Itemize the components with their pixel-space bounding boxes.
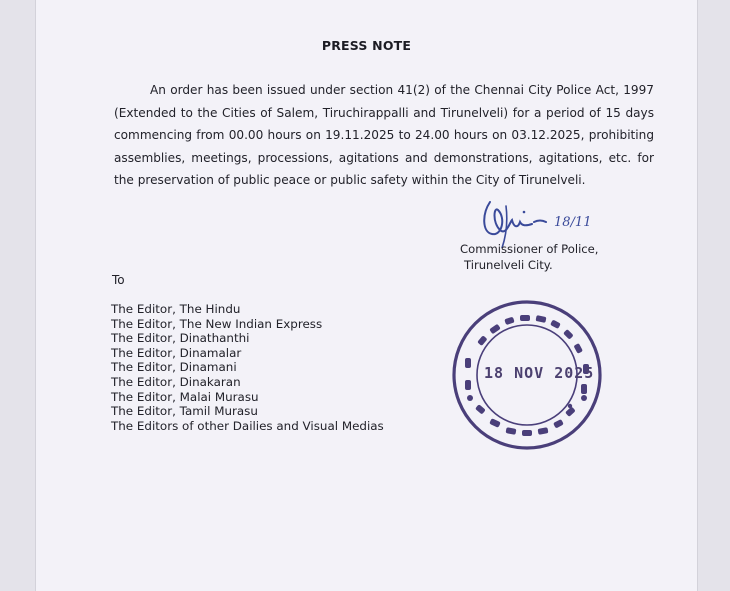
signatory-city: Tirunelveli City. <box>464 258 553 272</box>
list-item: The Editor, Dinathanthi <box>111 331 250 346</box>
list-item: The Editor, The Hindu <box>111 302 241 316</box>
list-item: The Editor, Malai Murasu <box>111 389 259 404</box>
signature-icon <box>476 192 596 248</box>
stamp-date: 18 NOV 2025 <box>484 364 595 382</box>
list-item: The Editor, Dinamalar <box>111 345 242 360</box>
recipient-list <box>111 302 384 433</box>
list-item: The Editor, Dinakaran <box>111 374 241 389</box>
list-item: The Editors of other Dailies and Visual Medias <box>111 418 384 433</box>
list-item: The Editor, The New Indian Express <box>111 316 323 331</box>
signatory-block <box>460 241 599 273</box>
list-item: The Editor, Tamil Murasu <box>111 404 258 419</box>
signature-date-note: 18/11 <box>554 215 592 230</box>
body-paragraph: An order has been issued under section 41(2) of the Chennai City Police Act, 1997 (Extended to the Cities of Salem, Tiruchirappalli and Tirunelveli) for a period of 15 days commencing from 00.00 hours on 19.11.2025 to 24.00 hours on 03.12.2025, prohibiting assemblies, meetings, processions, agitations and demonstrations, agitations, etc. for the preservation of public peace or public safety within the City of Tirunelveli. <box>114 83 654 188</box>
signatory-title: Commissioner of Police, <box>460 242 599 256</box>
page-title: PRESS NOTE <box>321 38 412 53</box>
list-item: The Editor, Dinamani <box>111 360 237 375</box>
to-label: To <box>112 273 125 287</box>
document-page <box>36 0 697 591</box>
